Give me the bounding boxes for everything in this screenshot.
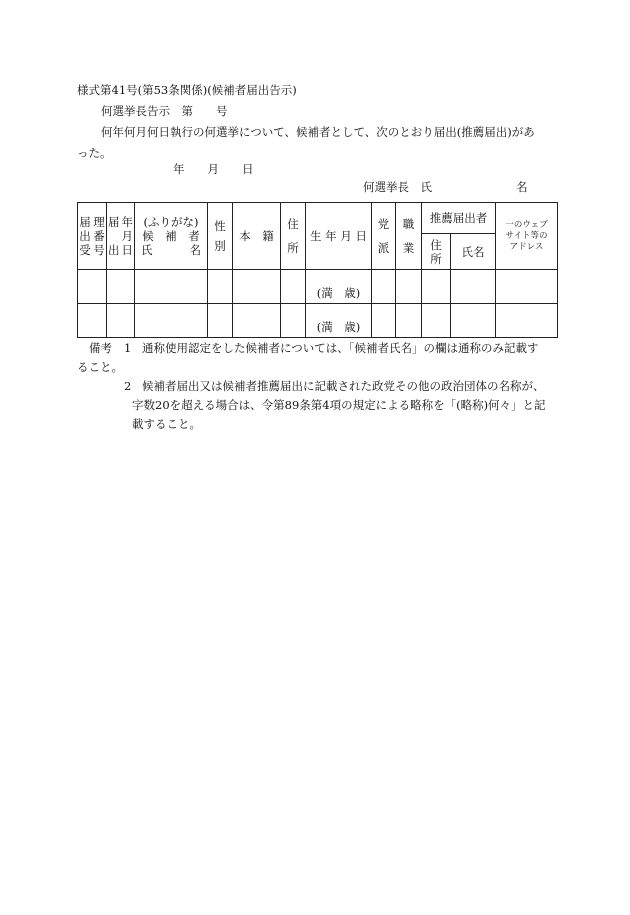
note-1-line-1: 通称使用認定をした候補者については、「候補者氏名」の欄は通称のみ記載す [142, 341, 539, 355]
header-recommender-address: 住 所 [422, 234, 451, 270]
header-website: 一のウェブ サイト等の アドレス [496, 203, 558, 270]
header-address: 住 所 [281, 203, 306, 270]
body-line-1: 何年何月何日執行の何選挙について、候補者として、次のとおり届出(推薦届出)があ [101, 125, 535, 139]
header-party: 党 派 [372, 203, 396, 270]
form-heading: 様式第41号(第53条関係)(候補者届出告示) [77, 83, 297, 97]
header-honseki: 本 籍 [233, 203, 281, 270]
note-2-line-1: 候補者届出又は候補者推薦届出に記載された政党その他の政治団体の名称が、 [142, 379, 545, 393]
header-recommender-name: 氏名 [451, 234, 496, 270]
signature-left: 何選挙長 氏 [363, 180, 432, 194]
table-row [78, 304, 558, 338]
notes-label: 備考 [89, 341, 112, 355]
header-candidate-name: (ふりがな) 候 補 者 氏 名 [135, 203, 208, 270]
note-2-line-3: 載すること。 [132, 417, 201, 431]
note-2-line-2: 字数20を超える場合は、令第89条第4項の規定による略称を「(略称)何々」と記 [132, 398, 546, 412]
note-2-number: 2 [124, 379, 132, 393]
header-submission-date: 届 出 年 月 日 [107, 203, 135, 270]
header-receipt-number: 届 出 受 理 番 号 [78, 203, 107, 270]
note-1-number: 1 [124, 341, 132, 355]
header-sex: 性 別 [208, 203, 233, 270]
signature-right: 名 [516, 180, 528, 194]
date-line: 年 月 日 [173, 162, 254, 176]
header-birthdate: 生 年 月 日 [306, 203, 372, 270]
age-cell: (満 歳) [306, 270, 372, 304]
note-1-line-2: ること。 [77, 360, 123, 374]
table-row [78, 270, 558, 304]
notice-line: 何選挙長告示 第 号 [101, 104, 228, 118]
header-occupation: 職 業 [396, 203, 422, 270]
header-recommender: 推薦届出者 [422, 203, 496, 234]
candidate-table [77, 202, 558, 338]
age-cell: (満 歳) [306, 304, 372, 338]
body-line-2: った。 [77, 146, 112, 160]
